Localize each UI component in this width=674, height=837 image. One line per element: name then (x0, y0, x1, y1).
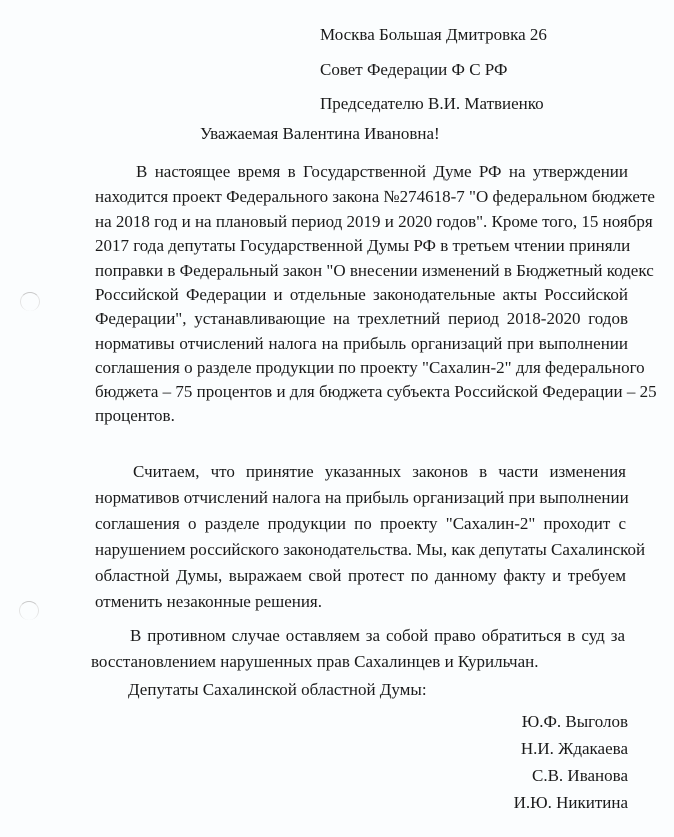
text-line: В противном случае оставляем за собой право обратиться в суд за (130, 626, 625, 645)
salutation: Уважаемая Валентина Ивановна! (200, 124, 440, 143)
text-line: отменить незаконные решения. (95, 592, 323, 611)
text-line: находится проект Федерального закона №274618-7 "О федеральном бюджете (95, 187, 655, 206)
signatures-intro: Депутаты Сахалинской областной Думы: (128, 680, 427, 699)
punch-hole-bottom (19, 601, 39, 620)
text-line: Считаем, что принятие указанных законов в части изменения (133, 462, 626, 481)
text-line: восстановлением нарушенных прав Сахалинцев и Курильчан. (91, 652, 539, 671)
text-line: 2017 года депутаты Государственной Думы РФ в третьем чтении приняли (95, 236, 631, 255)
text-line: соглашения о разделе продукции по проекту "Сахалин-2" для федерального (95, 358, 645, 377)
text-line: поправки в Федеральный закон "О внесении изменений в Бюджетный кодекс (95, 261, 654, 280)
text-line: нормативы отчислений налога на прибыль организаций при выполнении (95, 334, 628, 353)
text-line: нарушением российского законодательства. Мы, как депутаты Сахалинской (95, 540, 646, 559)
signatory: Н.И. Ждакаева (520, 739, 628, 758)
text-line: Российской Федерации и отдельные законодательные акты Российской (95, 285, 628, 304)
recipient-line: Председателю В.И. Матвиенко (320, 94, 544, 113)
punch-hole-top (20, 292, 40, 311)
signatory: Ю.Ф. Выголов (521, 712, 628, 731)
text-line: Федерации", устанавливающие на трехлетний период 2018-2020 годов (95, 309, 628, 328)
organization-line: Совет Федерации Ф С РФ (320, 60, 508, 79)
text-line: бюджета – 75 процентов и для бюджета субъекта Российской Федерации – 25 (95, 382, 657, 401)
address-line: Москва Большая Дмитровка 26 (320, 25, 547, 44)
text-line: соглашения о разделе продукции по проекту "Сахалин-2" проходит с (95, 514, 626, 533)
text-line: В настоящее время в Государственной Думе РФ на утверждении (136, 162, 628, 181)
text-line: процентов. (95, 406, 175, 425)
text-line: нормативов отчислений налога на прибыль организаций при выполнении (95, 488, 629, 507)
signatory: С.В. Иванова (532, 766, 628, 785)
text-line: областной Думы, выражаем свой протест по данному факту и требуем (95, 566, 626, 585)
signatory: И.Ю. Никитина (513, 793, 628, 812)
text-line: на 2018 год и на плановый период 2019 и 2020 годов". Кроме того, 15 ноября (95, 212, 653, 231)
